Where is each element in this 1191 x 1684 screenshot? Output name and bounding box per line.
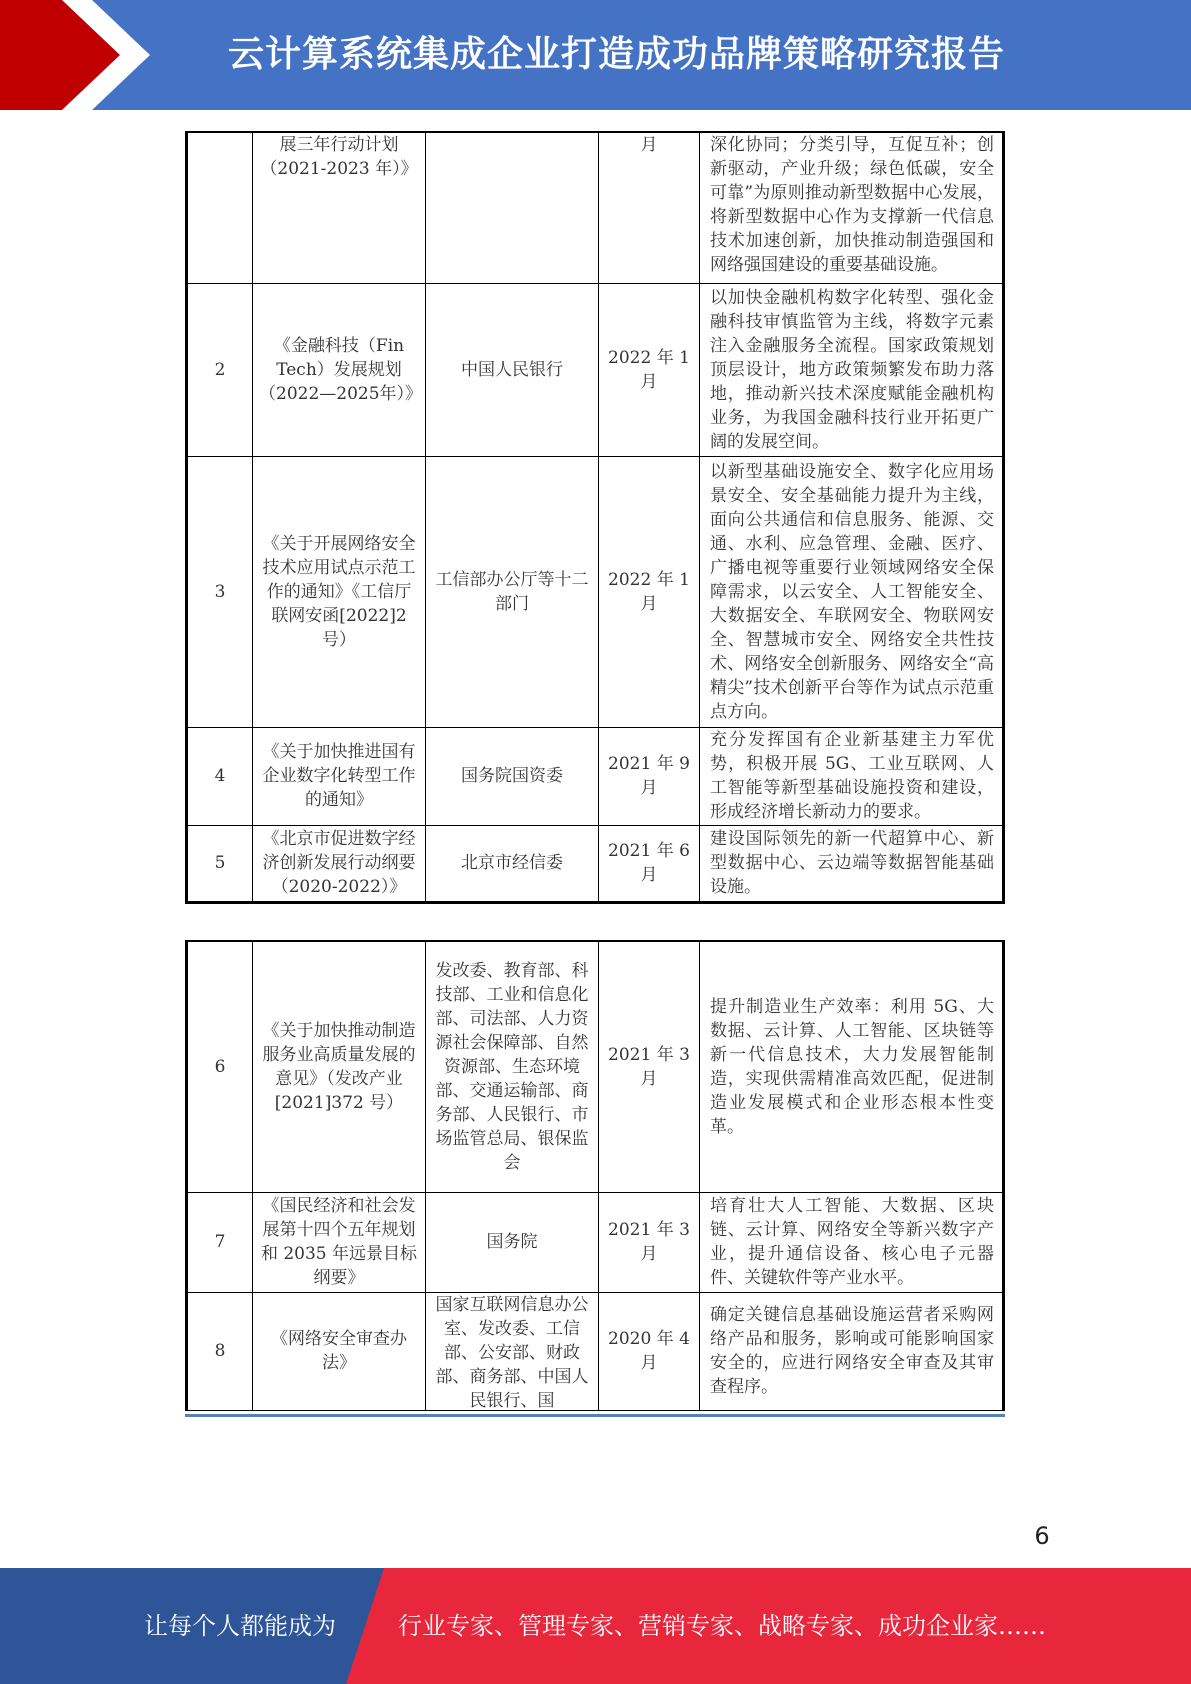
page-header [0,0,1191,110]
header-chevron-decoration [0,0,150,110]
row-number: 8 [187,1292,253,1410]
policy-name: 《关于加快推进国有企业数字化转型工作的通知》 [253,727,426,825]
policy-name: 《国民经济和社会发展第十四个五年规划和 2035 年远景目标纲要》 [253,1192,426,1292]
policy-content: 深化协同；分类引导，互促互补；创新驱动，产业升级；绿色低碳，安全可靠”为原则推动新型数据中心发展，将新型数据中心作为支撑新一代信息技术加速创新，加快推动制造强国和网络强国建设的重要基础设施。 [700,132,1004,283]
issuing-department: 中国人民银行 [426,283,599,456]
policy-content: 培育壮大人工智能、大数据、区块链、云计算、网络安全等新兴数字产业，提升通信设备、核心电子元器件、关键软件等产业水平。 [700,1192,1004,1292]
footer-slogan-right: 行业专家、管理专家、营销专家、战略专家、成功企业家…… [398,1612,1046,1640]
policy-content: 提升制造业生产效率：利用 5G、大数据、云计算、人工智能、区块链等新一代信息技术，大力发展智能制造，实现供需精准高效匹配，促进制造业发展模式和企业形态根本性变革。 [700,941,1004,1192]
issue-date: 2021 年 3 月 [599,1192,700,1292]
table-row [187,283,1004,456]
table-row [187,132,1004,283]
issuing-department: 国务院 [426,1192,599,1292]
footer-slogan-left: 让每个人都能成为 [144,1612,336,1640]
table-row [187,456,1004,727]
table-row [187,825,1004,901]
policy-name: 《网络安全审查办法》 [253,1292,426,1410]
policy-content: 建设国际领先的新一代超算中心、新型数据中心、云边端等数据智能基础设施。 [700,825,1004,901]
row-number: 4 [187,727,253,825]
row-number: 5 [187,825,253,901]
issuing-department [426,132,599,283]
policy-name: 《关于加快推动制造服务业高质量发展的意见》（发改产业[2021]372 号） [253,941,426,1192]
issue-date: 2022 年 1 月 [599,283,700,456]
policy-content: 以加快金融机构数字化转型、强化金融科技审慎监管为主线，将数字元素注入金融服务全流程。国家政策规划顶层设计，地方政策频繁发布助力落地，推动新兴技术深度赋能金融机构业务，为我国金融科技行业开拓更广阔的发展空间。 [700,283,1004,456]
report-title: 云计算系统集成企业打造成功品牌策略研究报告 [228,34,1006,75]
row-number: 7 [187,1192,253,1292]
table-row [187,1192,1004,1292]
issuing-department: 国家互联网信息办公室、发改委、工信部、公安部、财政部、商务部、中国人民银行、国 [426,1292,599,1410]
table-row [187,941,1004,1192]
policy-table-part1 [185,131,1005,904]
row-number: 2 [187,283,253,456]
policy-content: 确定关键信息基础设施运营者采购网络产品和服务，影响或可能影响国家安全的，应进行网络安全审查及其审查程序。 [700,1292,1004,1410]
table-row [187,1292,1004,1410]
issue-date: 月 [599,132,700,283]
policy-name: 《关于开展网络安全技术应用试点示范工作的通知》《工信厅联网安函[2022]2 号） [253,456,426,727]
row-number: 6 [187,941,253,1192]
policy-name: 《金融科技（Fin Tech）发展规划（2022—2025年）》 [253,283,426,456]
page-footer [0,1568,1191,1684]
issue-date: 2022 年 1 月 [599,456,700,727]
policy-table-part2 [185,940,1005,1417]
page-number: 6 [1034,1522,1050,1550]
issuing-department: 国务院国资委 [426,727,599,825]
table-row [187,727,1004,825]
policy-name: 《北京市促进数字经济创新发展行动纲要（2020-2022）》 [253,825,426,901]
issuing-department: 工信部办公厅等十二部门 [426,456,599,727]
policy-content: 充分发挥国有企业新基建主力军优势，积极开展 5G、工业互联网、人工智能等新型基础设施投资和建设，形成经济增长新动力的要求。 [700,727,1004,825]
issuing-department: 发改委、教育部、科技部、工业和信息化部、司法部、人力资源社会保障部、自然资源部、生态环境部、交通运输部、商务部、人民银行、市场监管总局、银保监会 [426,941,599,1192]
issue-date: 2021 年 6 月 [599,825,700,901]
row-number [187,132,253,283]
policy-name: 展三年行动计划（2021-2023 年）》 [253,132,426,283]
issue-date: 2020 年 4 月 [599,1292,700,1410]
issue-date: 2021 年 3 月 [599,941,700,1192]
issuing-department: 北京市经信委 [426,825,599,901]
policy-content: 以新型基础设施安全、数字化应用场景安全、安全基础能力提升为主线，面向公共通信和信息服务、能源、交通、水利、应急管理、金融、医疗、广播电视等重要行业领域网络安全保障需求，以云安全、人工智能安全、大数据安全、车联网安全、物联网安全、智慧城市安全、网络安全共性技术、网络安全创新服务、网络安全“高精尖”技术创新平台等作为试点示范重点方向。 [700,456,1004,727]
row-number: 3 [187,456,253,727]
issue-date: 2021 年 9 月 [599,727,700,825]
